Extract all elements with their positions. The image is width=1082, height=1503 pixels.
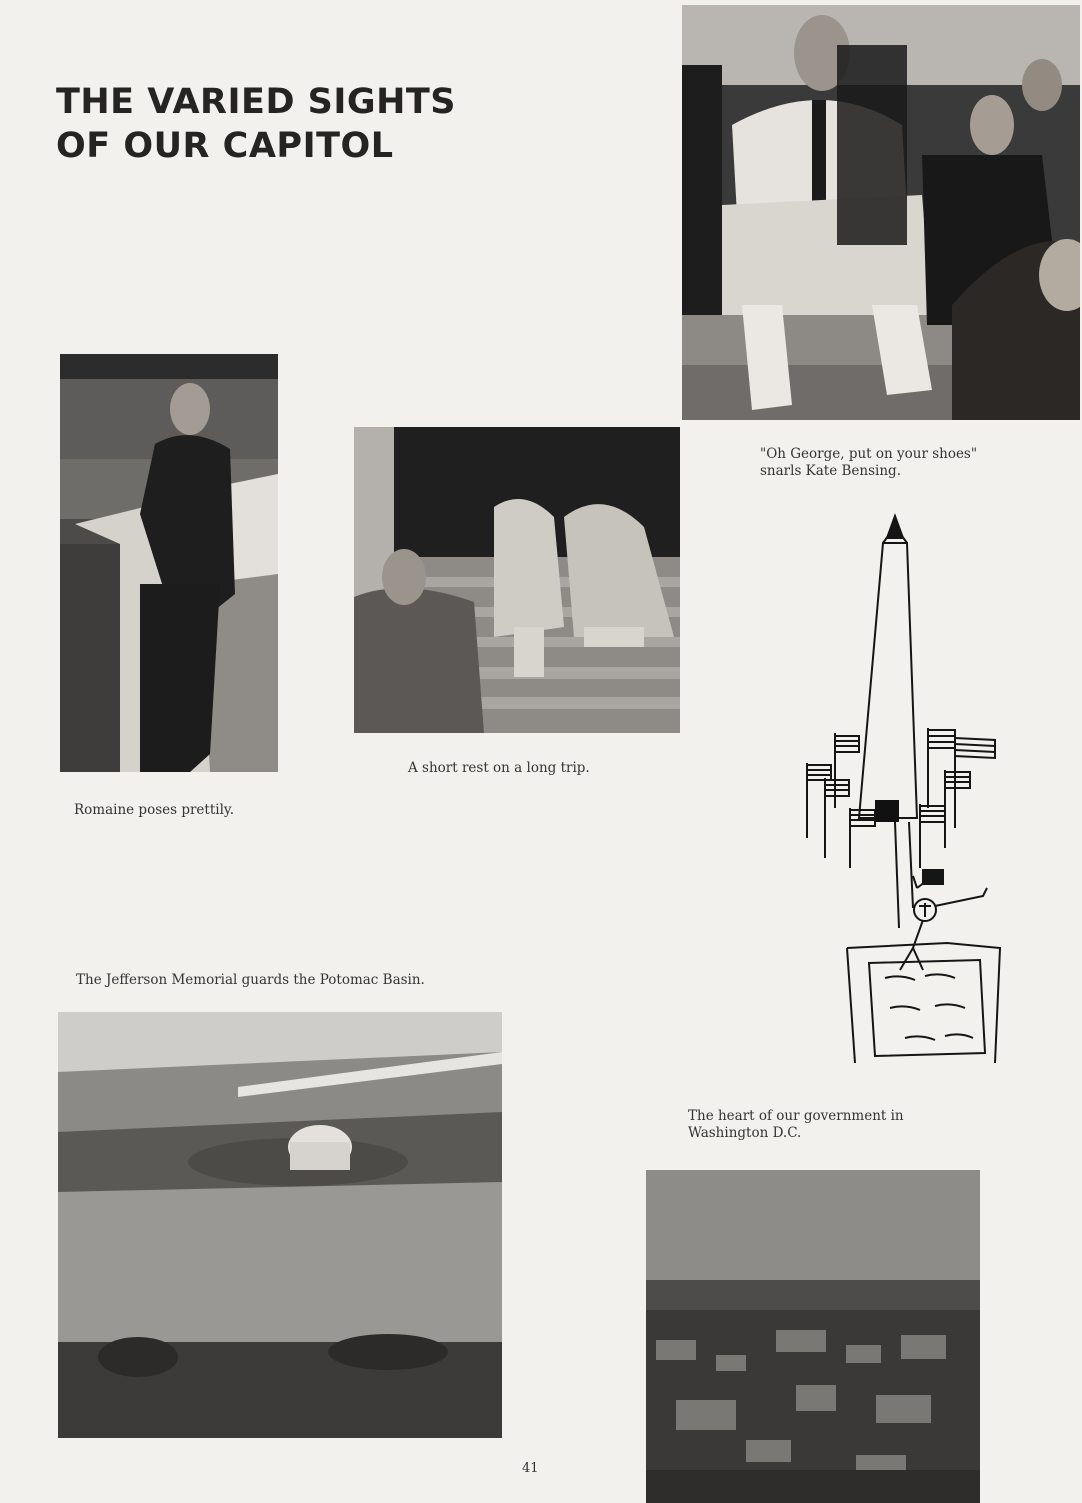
photo-george-on-steps bbox=[682, 5, 1080, 420]
page-title bbox=[56, 80, 456, 168]
caption-jefferson: The Jefferson Memorial guards the Potomac Basin. bbox=[76, 972, 425, 988]
caption-heart-of-government: The heart of our government in Washington D.C. bbox=[688, 1108, 904, 1141]
caption-george bbox=[760, 446, 977, 480]
photo-jefferson-memorial bbox=[58, 1012, 502, 1438]
page-number: 41 bbox=[522, 1461, 539, 1476]
caption-short-rest: A short rest on a long trip. bbox=[408, 760, 590, 776]
caption-george-line-1: "Oh George, put on your shoes" bbox=[760, 446, 978, 462]
title-line-1: THE VARIED SIGHTS bbox=[56, 82, 457, 122]
caption-george-line-2: snarls Kate Bensing. bbox=[760, 463, 901, 479]
caption-romaine: Romaine poses prettily. bbox=[74, 802, 235, 818]
title-line-2: OF OUR CAPITOL bbox=[56, 126, 394, 166]
monument-illustration bbox=[795, 508, 1015, 1070]
photo-romaine bbox=[60, 354, 278, 772]
photo-washington-dc bbox=[646, 1170, 980, 1503]
photo-short-rest bbox=[354, 427, 680, 733]
